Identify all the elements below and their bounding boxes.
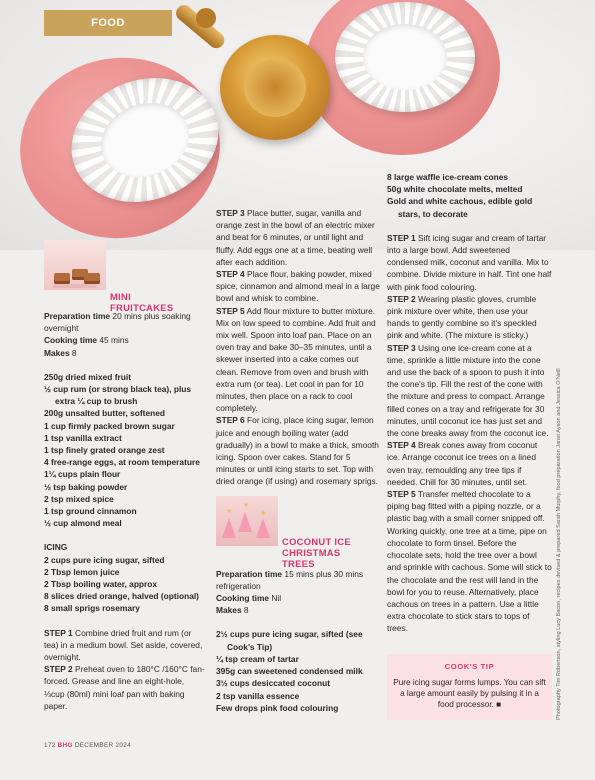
recipe1-steps-b xyxy=(216,207,381,488)
end-mark-icon: ■ xyxy=(496,700,502,709)
meta-line xyxy=(216,568,381,592)
step-label: STEP 2 xyxy=(44,664,73,675)
ingredient-text: 2 cups pure icing sugar, sifted xyxy=(44,554,165,565)
meta-value: Nil xyxy=(269,593,282,604)
step-label: STEP 4 xyxy=(387,440,416,451)
meta-line xyxy=(44,310,206,334)
step-text: For icing, place icing sugar, lemon juice and enough boiling water (add gradually) in a bowl to make a thick, smooth icing. Spoon over cakes. Stand for 5 minutes or until icing starts to set. Top with dried orange (if using) and rosemary sprigs. xyxy=(216,415,379,487)
ingredient-item xyxy=(216,702,381,714)
method-step xyxy=(216,305,381,415)
meta-value: 8 xyxy=(69,347,77,358)
step-text: Place flour, baking powder, mixed spice, cinnamon and almond meal in a large bowl and whisk to combine. xyxy=(216,269,380,304)
recipe2-header xyxy=(216,496,381,568)
method-step xyxy=(387,293,552,342)
meta-value: 15 mins plus 30 mins refrigeration xyxy=(216,568,364,591)
ingredient-item xyxy=(44,481,206,493)
recipe2-steps xyxy=(387,232,552,635)
ingredient-item xyxy=(44,554,206,566)
icing-heading: ICING xyxy=(44,542,68,553)
ingredient-text: 2 Tbsp boiling water, approx xyxy=(44,579,158,590)
meta-label: Preparation time xyxy=(216,568,283,579)
ingredient-item xyxy=(44,407,206,419)
ingredient-item xyxy=(44,420,206,432)
step-label: STEP 5 xyxy=(216,305,245,316)
ingredient-text: 1 cup firmly packed brown sugar xyxy=(44,420,175,431)
ingredient-item xyxy=(44,456,206,468)
recipe1-meta xyxy=(44,310,206,359)
ingredient-text: 1¼ cups plain flour xyxy=(44,469,121,480)
ingredient-item xyxy=(216,677,381,689)
ingredient-item xyxy=(44,505,206,517)
measuring-cup-joint xyxy=(196,8,216,28)
ingredient-text: 2 tsp mixed spice xyxy=(44,493,114,504)
ingredient-text: 1 tsp vanilla extract xyxy=(44,432,122,443)
recipe1-header xyxy=(44,240,206,313)
meta-line xyxy=(44,334,206,346)
issue-date: DECEMBER 2024 xyxy=(74,742,131,749)
step-text: Break cones away from coconut ice. Arrange coconut ice trees on a lined oven tray, remoulding any tree tips if needed. Chill for 30 minutes, until set. xyxy=(387,440,538,487)
step-text: Preheat oven to 180°C /160°C fan-forced. Grease and line an eight-hole, ⅓cup (80ml) mini loaf pan with baking paper. xyxy=(44,664,205,711)
ingredient-item xyxy=(44,444,206,456)
ingredient-text: 200g unsalted butter, softened xyxy=(44,408,165,419)
recipe2-ingredients-b xyxy=(387,171,552,220)
step-label: STEP 3 xyxy=(387,342,416,353)
step-label: STEP 5 xyxy=(387,489,416,500)
ingredient-item xyxy=(44,602,206,614)
method-step xyxy=(216,268,381,305)
step-text: Using one ice-cream cone at a time, sprinkle a little mixture into the cone and use the back of a spoon to push it into the cone's tip. Fill the rest of the cone with the mixture and press to compact. Arrange filled cones on a tray and refrigerate for 30 minutes, until coconut ice has just set and the cone breaks away from the coconut ice. xyxy=(387,342,549,439)
meta-value: 20 mins plus soaking overnight xyxy=(44,311,191,334)
coconut-tree-thumbnail: ★ ★ ★ xyxy=(216,496,278,546)
step-text: Sift icing sugar and cream of tartar into a large bowl. Add sweetened condensed milk, coconut and vanilla. Mix to combine. Divide mixture in half. Tint one half with pink food colouring. xyxy=(387,232,552,292)
step-text: Combine dried fruit and rum (or tea) in a medium bowl. Set aside, covered, overnight. xyxy=(44,627,203,663)
step-label: STEP 4 xyxy=(216,269,245,280)
fruitcake-thumbnail xyxy=(44,240,106,290)
ingredient-item xyxy=(44,517,206,529)
ingredient-text: 8 small sprigs rosemary xyxy=(44,603,140,614)
ingredient-text: Few drops pink food colouring xyxy=(216,702,339,713)
ingredient-item xyxy=(387,171,552,183)
column-3 xyxy=(387,171,552,635)
ingredient-text: 8 large waffle ice-cream cones xyxy=(387,172,509,182)
meta-label: Cooking time xyxy=(44,335,98,346)
ingredient-item xyxy=(216,653,381,665)
ingredient-item xyxy=(44,432,206,444)
page-number: 172 xyxy=(44,742,56,749)
recipe1-title: MINI FRUITCAKES xyxy=(110,291,174,313)
step-text: Wearing plastic gloves, crumble pink mixture over white, then use your hands to gently combine so it's speckled pink and white. (The mixture is sticky.) xyxy=(387,293,537,341)
meta-value: 45 mins xyxy=(97,335,129,346)
step-text: Add flour mixture to butter mixture. Mix on low speed to combine. Add fruit and mix well. Spoon into loaf pan. Place on an oven tray and bake 30–35 minutes, until a skewer inserted into a cake comes out clean. Remove from oven and brush with extra rum (or tea). Let cool in pan for 10 minutes, then place on a rack to cool completely. xyxy=(216,305,376,414)
gold-measuring-cup xyxy=(220,35,330,140)
ingredient-text: 3½ cups desiccated coconut xyxy=(216,678,331,689)
cooks-tip-text: Pure icing sugar forms lumps. You can sift a large amount easily by pulsing it in a food processor. ■ xyxy=(393,678,546,709)
step-text: Transfer melted chocolate to a piping bag fitted with a piping nozzle, or a plastic bag with a small corner snipped off. Working quickly, one tree at a time, pipe on chocolate to form tinsel. Before the chocolate sets, hold the tree over a bowl and sprinkle with cachous. Some will stick to the chocolate and the rest will land in the bowl for you to reuse. Alternatively, place cachous on trees in a pattern. Use a little extra chocolate to stick stars to tops of trees. xyxy=(387,489,552,634)
method-step xyxy=(44,663,206,712)
step-label: STEP 1 xyxy=(387,232,416,243)
meta-label: Preparation time xyxy=(44,311,111,321)
ingredient-text: ¼ tsp cream of tartar xyxy=(216,653,299,664)
ingredient-item xyxy=(387,195,552,219)
ingredient-item xyxy=(216,628,381,652)
method-step xyxy=(387,342,552,440)
recipe1-icing-list xyxy=(44,554,206,615)
recipe2-ingredients-a xyxy=(216,628,381,713)
step-text: Place butter, sugar, vanilla and orange zest in the bowl of an electric mixer and beat for 6 minutes, or until light and fluffy. Add eggs one at a time, beating well after each addition. xyxy=(216,208,375,267)
meta-label: Cooking time xyxy=(216,593,270,604)
ingredient-text: 1 tsp finely grated orange zest xyxy=(44,445,165,456)
column-1 xyxy=(44,240,206,712)
ingredient-item xyxy=(44,383,206,407)
ingredient-item xyxy=(44,578,206,590)
ingredient-item xyxy=(216,665,381,677)
meta-line xyxy=(216,592,381,604)
ingredient-item xyxy=(216,690,381,702)
step-label: STEP 3 xyxy=(216,208,245,218)
method-step xyxy=(216,414,381,487)
method-step xyxy=(387,488,552,634)
ingredient-text: 2½ cups pure icing sugar, sifted (see Cook's Tip) xyxy=(216,629,363,652)
ingredient-item xyxy=(44,493,206,505)
meta-label: Makes xyxy=(216,605,242,616)
recipe1-steps-a xyxy=(44,627,206,712)
meta-line xyxy=(44,347,206,359)
method-step xyxy=(216,207,381,268)
recipe2-title: COCONUT ICE CHRISTMAS TREES xyxy=(282,535,351,569)
ingredient-text: 8 slices dried orange, halved (optional) xyxy=(44,591,199,602)
step-label: STEP 1 xyxy=(44,627,73,638)
ingredient-item xyxy=(44,590,206,602)
recipe2-meta xyxy=(216,568,381,617)
ingredient-text: 250g dried mixed fruit xyxy=(44,371,132,382)
ingredient-item xyxy=(44,371,206,383)
ingredient-text: 4 free-range eggs, at room temperature xyxy=(44,457,200,468)
cupcake-liner xyxy=(335,2,475,112)
method-step xyxy=(387,232,552,293)
step-label: STEP 6 xyxy=(216,415,245,426)
column-2 xyxy=(216,207,381,714)
cooks-tip-heading: COOK'S TIP xyxy=(444,662,495,671)
page-footer xyxy=(44,742,131,749)
method-step xyxy=(387,439,552,488)
ingredient-text: 2 tsp vanilla essence xyxy=(216,690,300,701)
meta-line xyxy=(216,604,381,616)
section-tab: FOOD xyxy=(44,10,172,36)
ingredient-text: 395g can sweetened condensed milk xyxy=(216,666,363,677)
step-label: STEP 2 xyxy=(387,293,416,304)
recipe1-ingredients xyxy=(44,371,206,530)
ingredient-text: ½ tsp baking powder xyxy=(44,481,128,492)
ingredient-text: 1 tsp ground cinnamon xyxy=(44,506,137,517)
ingredient-text: ½ cup almond meal xyxy=(44,518,122,529)
ingredient-item xyxy=(387,183,552,195)
photo-credit: Photography Tim Robertson, styling Lucy Bacon, recipes devised & prepared Sarah Murphy, food preparation Janet Ayson and Jessica O'Neill xyxy=(556,368,562,720)
meta-label: Makes xyxy=(44,347,70,358)
ingredient-text: 50g white chocolate melts, melted xyxy=(387,184,523,195)
ingredient-text: ½ cup rum (or strong black tea), plus extra ¼ cup to brush xyxy=(44,384,192,407)
ingredient-item xyxy=(44,468,206,480)
cooks-tip-box xyxy=(387,654,552,720)
ingredient-item xyxy=(44,566,206,578)
ingredient-text: 2 Tbsp lemon juice xyxy=(44,566,120,577)
ingredient-text: Gold and white cachous, edible gold stars, to decorate xyxy=(387,196,533,219)
method-step xyxy=(44,627,206,664)
meta-value: 8 xyxy=(241,605,249,616)
magazine-brand: BHG xyxy=(57,742,73,749)
